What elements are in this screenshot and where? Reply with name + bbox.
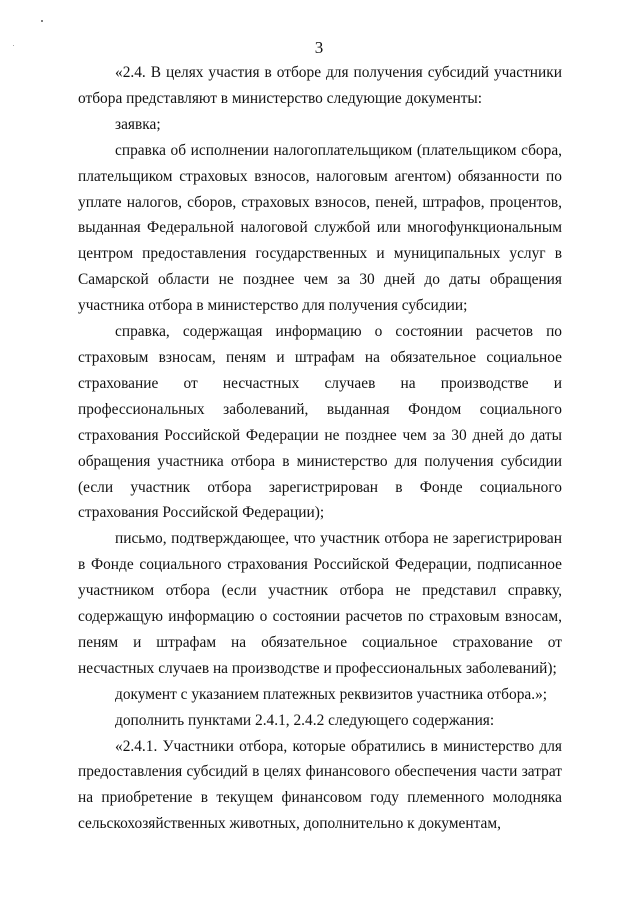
paragraph-payment-details: документ с указанием платежных реквизитов участника отбора.»; bbox=[115, 685, 548, 703]
paragraph-2-4-1: «2.4.1. Участники отбора, которые обратились в министерство для предоставления субсидий в целях финансового обеспечения части затрат на приобретение в текущем финансовом году племенного молодняка сельскохозяйственных животных, дополнительно к документам, bbox=[78, 737, 562, 833]
paragraph-2-4: «2.4. В целях участия в отборе для получения субсидий участники отбора представляют в министерство следующие документы: bbox=[78, 64, 562, 107]
paragraph-tax-certificate: справка об исполнении налогоплательщиком (плательщиком сбора, плательщиком страховых взносов, налоговым агентом) обязанности по уплате налогов, сборов, страховых взносов, пеней, штрафов, процентов, выданная Федеральной налоговой службой или многофункциональным центром предоставления государственных и муниципальных услуг в Самарской области не позднее чем за 30 дней до даты обращения участника отбора в министерство для получения субсидии; bbox=[78, 141, 562, 315]
document-body bbox=[78, 60, 562, 837]
paragraph-insurance-certificate: справка, содержащая информацию о состоянии расчетов по страховым взносам, пеням и штрафам на обязательное социальное страхование от несчастных случаев на производстве и профессиональных заболеваний, выданная Фондом социального страхования Российской Федерации не позднее чем за 30 дней до даты обращения участника отбора в министерство для получения субсидии (если участник отбора зарегистрирован в Фонде социального страхования Российской Федерации); bbox=[78, 323, 562, 522]
paragraph-not-registered-letter: письмо, подтверждающее, что участник отбора не зарегистрирован в Фонде социального страхования Российской Федерации, подписанное участником отбора (если участник отбора не представил справку, содержащую информацию о состоянии расчетов по страховым взносам, пеням и штрафам на обязательное социальное страхование от несчастных случаев на производстве и профессиональных заболеваний); bbox=[78, 530, 562, 677]
scan-speck bbox=[41, 20, 43, 22]
paragraph-amend-clauses: дополнить пунктами 2.4.1, 2.4.2 следующего содержания: bbox=[115, 711, 495, 729]
paragraph-application: заявка; bbox=[115, 115, 161, 133]
page-number: 3 bbox=[314, 38, 324, 57]
